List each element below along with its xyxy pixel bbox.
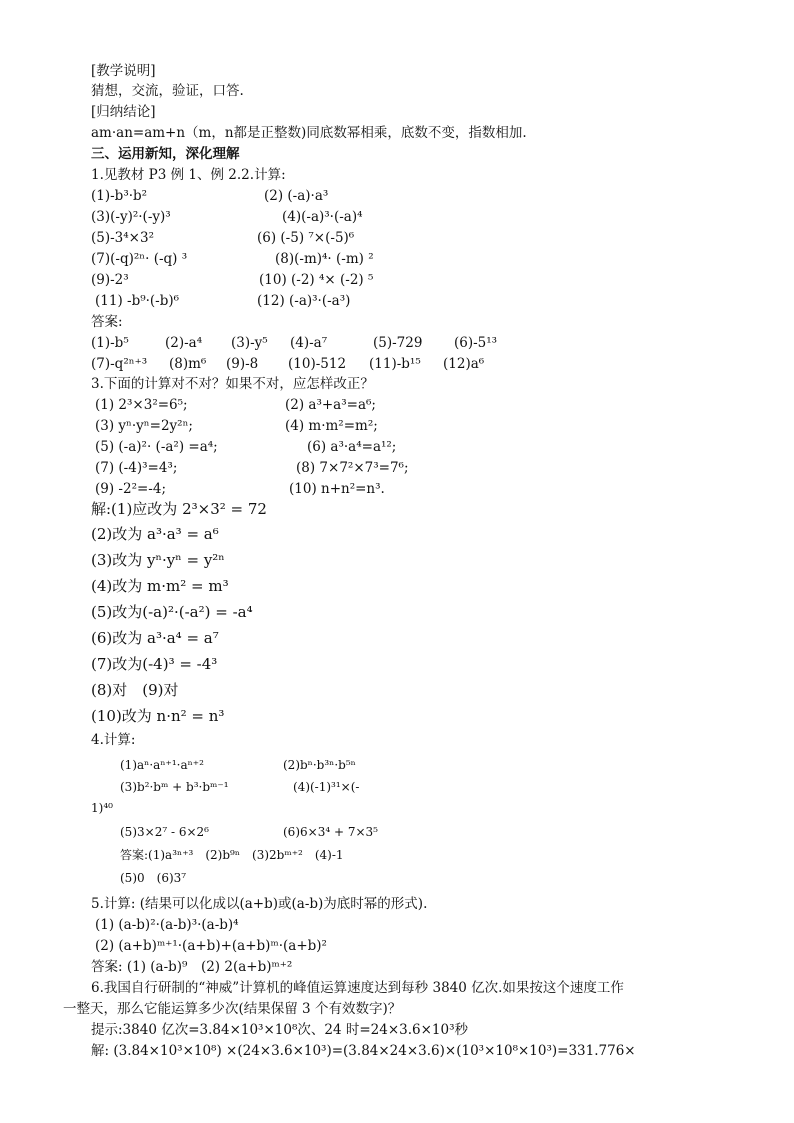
q3-item: (8) 7×7²×7³=7⁶; bbox=[296, 460, 409, 476]
q3-item: (3) yⁿ·yⁿ=2y²ⁿ; bbox=[95, 418, 193, 434]
q3-solution: (3)改为 yⁿ·yⁿ = y²ⁿ bbox=[91, 551, 225, 569]
q1-answer: (7)-q²ⁿ⁺³ bbox=[91, 356, 148, 372]
q4-item: (4)(-1)³¹×(- bbox=[293, 780, 360, 794]
q4-item: (3)b²·bᵐ + b³·bᵐ⁻¹ bbox=[120, 780, 229, 794]
section3-heading: 三、运用新知，深化理解 bbox=[91, 146, 240, 162]
q3-item: (7) (-4)³=4³; bbox=[95, 460, 178, 476]
q3-item: (10) n+n²=n³. bbox=[289, 481, 385, 497]
q3-item: (5) (-a)²· (-a²) =a⁴; bbox=[95, 439, 218, 455]
q6-line: 6.我国自行研制的“神威”计算机的峰值运算速度达到每秒 3840 亿次.如果按这个速度工作 bbox=[91, 980, 624, 996]
q3-item: (1) 2³×3²=6⁵; bbox=[95, 397, 188, 413]
q1-item: (6) (-5) ⁷×(-5)⁶ bbox=[257, 230, 355, 246]
q1-answer: (3)-y⁵ bbox=[231, 335, 268, 351]
q4-item: (2)bⁿ·b³ⁿ·b⁵ⁿ bbox=[283, 758, 356, 772]
q3-solution: (10)改为 n·n² = n³ bbox=[91, 707, 225, 725]
q3-solution: (2)改为 a³·a³ = a⁶ bbox=[91, 525, 219, 543]
q1-item: (2) (-a)·a³ bbox=[264, 188, 329, 204]
q1-title: 1.见教材 P3 例 1、例 2.2.计算: bbox=[91, 167, 286, 183]
q4-item: (1)aⁿ·aⁿ⁺¹·aⁿ⁺² bbox=[120, 758, 204, 772]
teach-note-label: [教学说明] bbox=[91, 63, 156, 79]
q5-title: 5.计算: (结果可以化成以(a+b)或(a-b)为底时幂的形式). bbox=[91, 896, 428, 912]
q3-solution: (8)对 (9)对 bbox=[91, 681, 179, 699]
q1-item: (5)-3⁴×3² bbox=[91, 230, 154, 246]
q3-title: 3.下面的计算对不对？如果不对，应怎样改正？ bbox=[91, 376, 374, 392]
q1-answer: (5)-729 bbox=[373, 335, 423, 351]
q1-item: (9)-2³ bbox=[91, 272, 129, 288]
q6-line: 一整天，那么它能运算多少次(结果保留 3 个有效数字)？ bbox=[63, 1001, 402, 1017]
q1-answer: (8)m⁶ bbox=[169, 356, 207, 372]
q1-item: (8)(-m)⁴· (-m) ² bbox=[275, 251, 374, 267]
q4-item-continuation: 1)⁴⁰ bbox=[91, 801, 113, 815]
q1-answer: (4)-a⁷ bbox=[290, 335, 328, 351]
q6-hint: 提示:3840 亿次=3.84×10³×10⁸次、24 时=24×3.6×10³秒 bbox=[91, 1022, 469, 1038]
q4-item: (6)6×3⁴ + 7×3⁵ bbox=[283, 825, 378, 839]
q1-answer: (12)a⁶ bbox=[443, 356, 485, 372]
q5-item: (2) (a+b)ᵐ⁺¹·(a+b)+(a+b)ᵐ·(a+b)² bbox=[95, 938, 327, 954]
q4-answer: 答案:(1)a³ⁿ⁺³ (2)b⁹ⁿ (3)2bᵐ⁺² (4)-1 bbox=[120, 848, 344, 862]
q1-answer: (2)-a⁴ bbox=[165, 335, 203, 351]
q1-item: (11) -b⁹·(-b)⁶ bbox=[95, 293, 180, 309]
q3-solution: (4)改为 m·m² = m³ bbox=[91, 577, 229, 595]
q1-answer: (9)-8 bbox=[226, 356, 259, 372]
q4-answer: (5)0 (6)3⁷ bbox=[120, 871, 187, 885]
q3-solution: (7)改为(-4)³ = -4³ bbox=[91, 655, 218, 673]
q6-solution: 解: (3.84×10³×10⁸) ×(24×3.6×10³)=(3.84×24×3.6)×(10³×10⁸×10³)=331.776× bbox=[91, 1043, 636, 1059]
q4-title: 4.计算: bbox=[91, 732, 136, 748]
q3-solution: (6)改为 a³·a⁴ = a⁷ bbox=[91, 629, 219, 647]
q3-solution: 解:(1)应改为 2³×3² = 72 bbox=[91, 500, 267, 518]
q1-answer: (1)-b⁵ bbox=[91, 335, 129, 351]
q1-item: (7)(-q)²ⁿ· (-q) ³ bbox=[91, 251, 188, 267]
q1-answer: (11)-b¹⁵ bbox=[369, 356, 421, 372]
q1-answer: (10)-512 bbox=[288, 356, 347, 372]
q1-item: (3)(-y)²·(-y)³ bbox=[91, 209, 171, 225]
q1-answer: (6)-5¹³ bbox=[454, 335, 498, 351]
q3-item: (2) a³+a³=a⁶; bbox=[285, 397, 376, 413]
q1-item: (1)-b³·b² bbox=[91, 188, 148, 204]
q1-item: (4)(-a)³·(-a)⁴ bbox=[282, 209, 363, 225]
q4-item: (5)3×2⁷ - 6×2⁶ bbox=[120, 825, 209, 839]
q5-answer: 答案: (1) (a-b)⁹ (2) 2(a+b)ᵐ⁺² bbox=[91, 959, 293, 975]
q5-item: (1) (a-b)²·(a-b)³·(a-b)⁴ bbox=[95, 917, 239, 933]
teach-note-text: 猜想，交流，验证，口答. bbox=[91, 83, 244, 99]
conclusion-label: [归纳结论] bbox=[91, 104, 156, 120]
q1-answer-label: 答案: bbox=[91, 314, 123, 330]
q3-solution: (5)改为(-a)²·(-a²) = -a⁴ bbox=[91, 603, 253, 621]
conclusion-text: am·an=am+n（m，n都是正整数)同底数幂相乘，底数不变，指数相加. bbox=[91, 125, 527, 141]
q3-item: (6) a³·a⁴=a¹²; bbox=[307, 439, 397, 455]
q3-item: (9) -2²=-4; bbox=[95, 481, 166, 497]
q1-item: (10) (-2) ⁴× (-2) ⁵ bbox=[259, 272, 374, 288]
q1-item: (12) (-a)³·(-a³) bbox=[257, 293, 351, 309]
q3-item: (4) m·m²=m²; bbox=[285, 418, 378, 434]
